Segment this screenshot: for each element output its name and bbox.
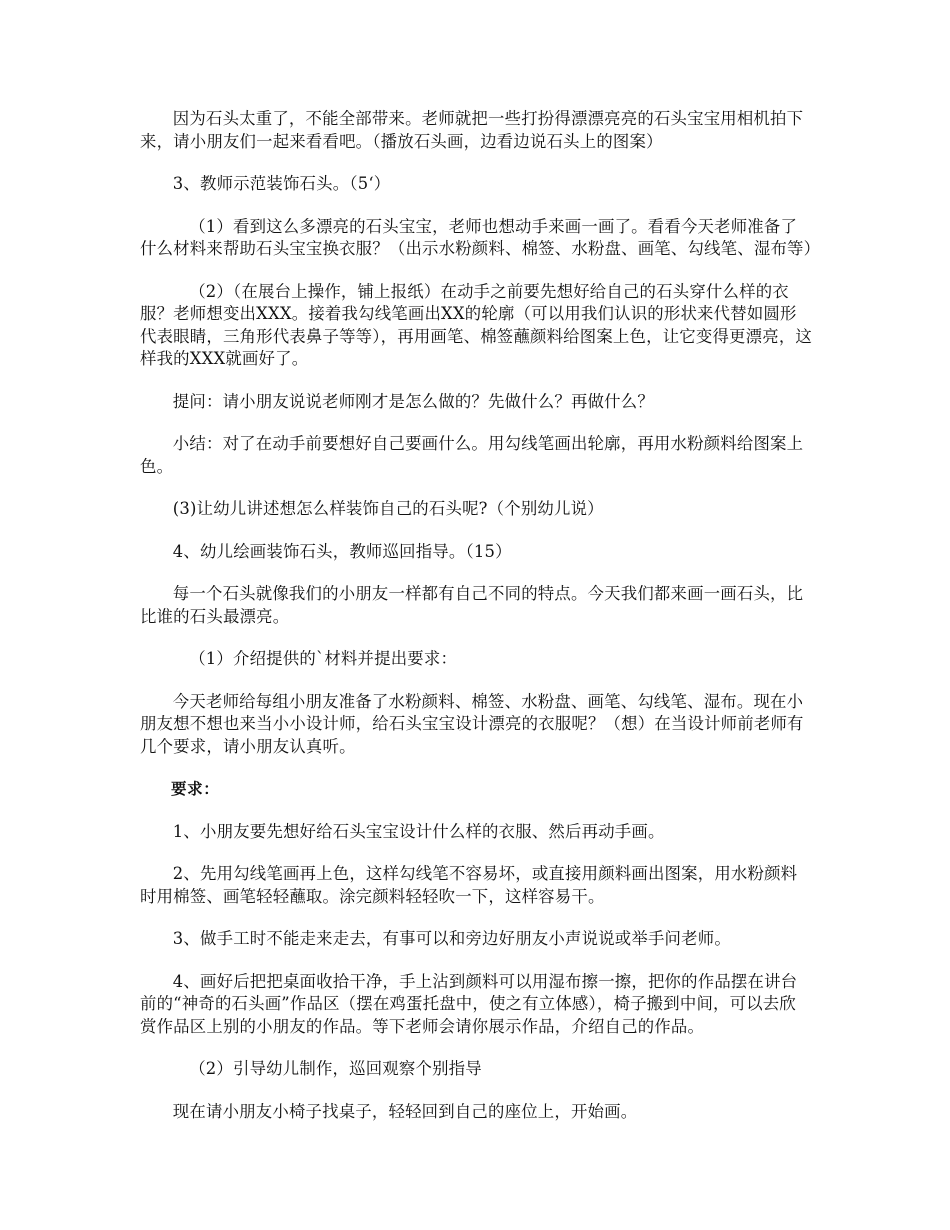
paragraph-closing: 现在请小朋友小椅子找桌子，轻轻回到自己的座位上，开始画。 xyxy=(172,1101,638,1121)
paragraph-step-4-heading: 4、幼儿绘画装饰石头，教师巡回指导。（15） xyxy=(172,541,512,561)
paragraph-intro: 因为石头太重了，不能全部带来。老师就把一些打扮得漂漂亮亮的石头宝宝用相机拍下来，请小朋友们一起来看看吧。（播放石头画，边看边说石头上的图案） xyxy=(140,109,804,151)
paragraph-step-3-3: (3)让幼儿讲述想怎么样装饰自己的石头呢?（个别幼儿说） xyxy=(172,499,604,518)
paragraph-requirements-heading: 要求： xyxy=(171,780,220,798)
paragraph-requirement-1: 1、小朋友要先想好给石头宝宝设计什么样的衣服、然后再动手画。 xyxy=(172,821,665,841)
paragraph-question: 提问：请小朋友说说老师刚才是怎么做的？先做什么？再做什么？ xyxy=(172,391,654,411)
paragraph-requirement-4: 4、画好后把把桌面收拾干净，手上沾到颜料可以用湿布擦一擦，把你的作品摆在讲台前的“神奇的石头画”作品区（摆在鸡蛋托盘中，使之有立体感），椅子搬到中间，可以去欣赏作品区上别的小朋友的作品。等下老师会请你展示作品，介绍自己的作品。 xyxy=(140,971,798,1036)
paragraph-step-4-intro: 每一个石头就像我们的小朋友一样都有自己不同的特点。今天我们都来画一画石头，比比谁的石头最漂亮。 xyxy=(140,584,804,626)
paragraph-requirement-2: 2、先用勾线笔画再上色，这样勾线笔不容易坏，或直接用颜料画出图案，用水粉颜料时用棉签、画笔轻轻蘸取。涂完颜料轻轻吹一下，这样容易干。 xyxy=(140,864,798,906)
paragraph-step-3-1: （1）看到这么多漂亮的石头宝宝，老师也想动手来画一画了。看看今天老师准备了什么材料来帮助石头宝宝换衣服？（出示水粉颜料、棉签、水粉盘、画笔、勾线笔、湿布等） xyxy=(140,216,821,258)
paragraph-step-4-2: （2）引导幼儿制作，巡回观察个别指导 xyxy=(189,1059,482,1078)
paragraph-step-4-1: （1）介绍提供的`材料并提出要求： xyxy=(189,649,458,668)
paragraph-materials: 今天老师给每组小朋友准备了水粉颜料、棉签、水粉盘、画笔、勾线笔、湿布。现在小朋友想不想也来当小小设计师，给石头宝宝设计漂亮的衣服呢？（想）在当设计师前老师有几个要求，请小朋友认真听。 xyxy=(140,691,804,756)
paragraph-step-3-2: （2）（在展台上操作，铺上报纸）在动手之前要先想好给自己的石头穿什么样的衣服？老师想变出XXX。接着我勾线笔画出XX的轮廓（可以用我们认识的形状来代替如圆形代表眼睛，三角形代表鼻子等等），再用画笔、棉签蘸颜料给图案上色，让它变得更漂亮，这样我的XXX就画好了。 xyxy=(140,281,813,368)
paragraph-summary: 小结：对了在动手前要想好自己要画什么。用勾线笔画出轮廓，再用水粉颜料给图案上色。 xyxy=(140,434,804,476)
paragraph-step-3-heading: 3、教师示范装饰石头。（5‘） xyxy=(172,174,391,193)
document-page xyxy=(140,108,821,1143)
paragraph-requirement-3: 3、做手工时不能走来走去，有事可以和旁边好朋友小声说说或举手问老师。 xyxy=(172,929,731,948)
